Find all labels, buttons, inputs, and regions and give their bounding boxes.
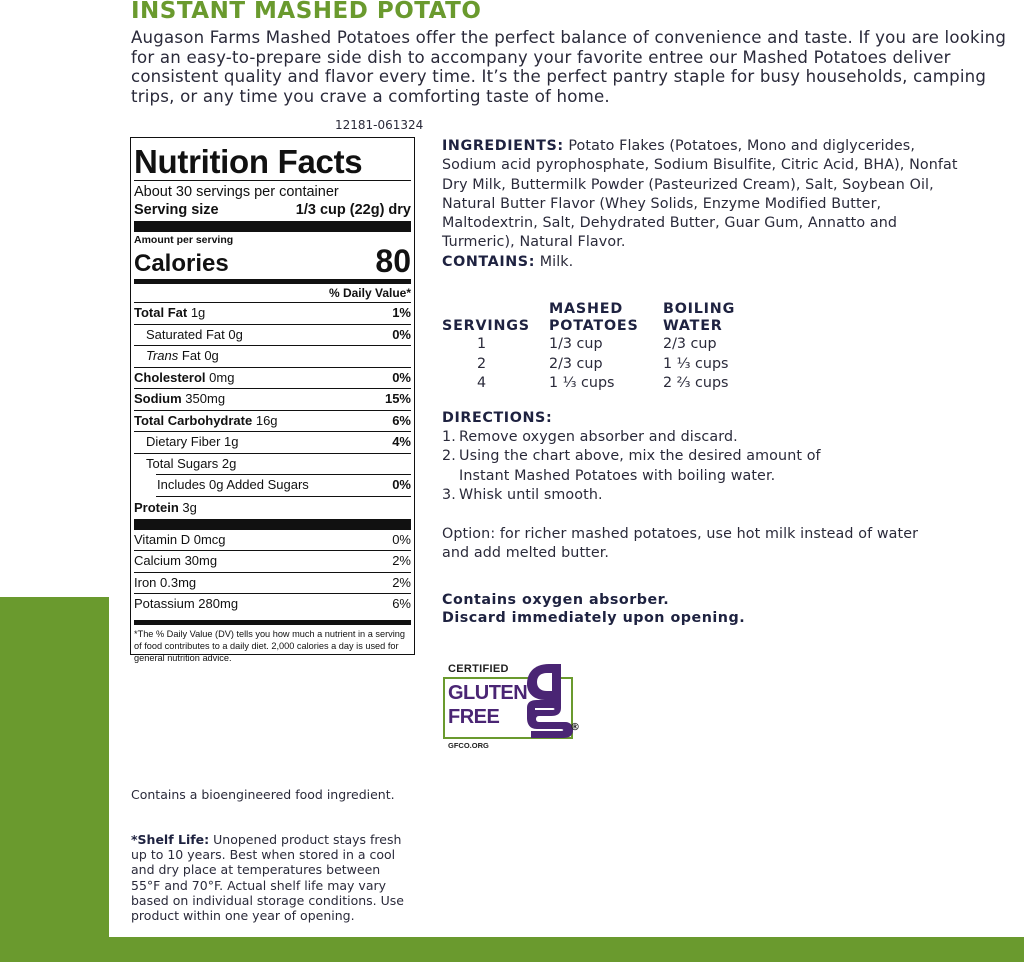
shelf-life-note (131, 832, 411, 923)
table-cell-water: 2/3 cup (663, 336, 717, 352)
ingredients-block (442, 137, 962, 253)
directions-label: DIRECTIONS: (442, 410, 553, 426)
contains-text: Milk. (539, 254, 574, 270)
direction-step (442, 486, 962, 505)
table-cell-potatoes: 2/3 cup (549, 356, 603, 372)
vitamin-row (134, 573, 411, 595)
nutrient-row-added-sugars (156, 474, 411, 497)
shelf-life-text: Unopened product stays fresh up to 10 years. Best when stored in a cool and dry place at temperatures between 55°F and 70°F. Actual shelf life may vary based on individual storage conditions. Use product within one year of opening. (131, 832, 404, 924)
nutrient-label: Includes 0g Added Sugars (157, 477, 309, 492)
shelf-life-label: *Shelf Life: (131, 832, 210, 847)
nutrient-row-trans-fat (134, 346, 411, 368)
nutrient-dv: 6% (392, 412, 411, 428)
ingredients-text: Potato Flakes (Potatoes, Mono and diglycerides, Sodium acid pyrophosphate, Sodium Bisulfite, Citric Acid, BHA), Nonfat Dry Milk, Buttermilk Powder (Pasteurized Cream), Salt, Soybean Oil, Natural Butter Flavor (Whey Solids, Enzyme Modified Butter, Maltodextrin, Salt, Dehydrated Butter, Guar Gum, Annatto and Turmeric), Natural Flavor. (442, 138, 958, 251)
nutrient-amount: 1g (224, 434, 239, 449)
table-header-water-line2: WATER (663, 318, 723, 334)
registered-mark: ® (570, 722, 580, 733)
green-bottom-band (0, 937, 1024, 962)
nutrient-amount: 0g (204, 348, 219, 363)
oxygen-absorber-warning (442, 591, 745, 627)
nutrition-facts-panel (130, 137, 415, 663)
nutrient-amount: 3g (182, 499, 197, 515)
contains-block (442, 253, 573, 272)
badge-free-text: FREE (448, 706, 500, 728)
step-number: 2. (442, 448, 456, 465)
table-header-water-line1: BOILING (663, 301, 736, 317)
nutrient-row-total-carbohydrate (134, 411, 411, 433)
nutrient-label: Total Carbohydrate (134, 412, 253, 428)
step-text: Using the chart above, mix the desired amount of Instant Mashed Potatoes with boiling water. (459, 448, 821, 484)
nutrient-dv: 0% (392, 369, 411, 385)
nutrient-label: Sodium (134, 391, 182, 406)
nutrient-amount: 0mg (209, 369, 235, 385)
step-number: 3. (442, 486, 456, 503)
nutrient-label: Cholesterol (134, 369, 206, 385)
table-cell-water: 2 ²⁄₃ cups (663, 375, 729, 391)
nutrient-label: Protein (134, 499, 179, 515)
table-cell-potatoes: 1 ¹⁄₃ cups (549, 375, 615, 391)
serving-size-label: Serving size (134, 202, 219, 218)
step-text: Whisk until smooth. (459, 486, 603, 503)
serving-size-row (134, 201, 411, 219)
nutrient-amount: 1g (190, 305, 206, 320)
green-side-band (0, 597, 109, 962)
vitamin-dv: 0% (392, 531, 411, 547)
serving-size-value: 1/3 cup (22g) dry (295, 202, 411, 218)
thick-divider (134, 519, 411, 530)
nutrient-row-saturated-fat (134, 325, 411, 347)
servings-per-container: About 30 servings per container (134, 184, 339, 200)
nutrient-row-sodium (134, 389, 411, 411)
oxygen-warning-line1: Contains oxygen absorber. (442, 592, 670, 608)
product-description: Augason Farms Mashed Potatoes offer the perfect balance of convenience and taste. If you are looking for an easy-to-prepare side dish to accompany your favorite entree our Mashed Potatoes deliver consistent quality and flavor every time. It’s the perfect pantry staple for busy households, camping trips, or any time you crave a comforting taste of home. (131, 28, 1007, 106)
vitamin-dv: 6% (392, 596, 411, 611)
table-header-mashed-line2: POTATOES (549, 318, 639, 334)
nutrient-label: Total Sugars (146, 455, 219, 471)
vitamin-label: Iron 0.3mg (134, 574, 197, 590)
contains-label: CONTAINS: (442, 254, 536, 270)
vitamin-label: Potassium 280mg (134, 596, 239, 611)
table-cell-water: 1 ¹⁄₃ cups (663, 356, 729, 372)
vitamin-label: Vitamin D 0mcg (134, 531, 226, 547)
nutrient-dv: 0% (392, 477, 411, 492)
daily-value-footnote: *The % Daily Value (DV) tells you how much a nutrient in a serving of food contributes to a daily diet. 2,000 calories a day is used for general nutrition advice. (134, 620, 411, 664)
badge-org-url: GFCO.ORG (448, 741, 489, 750)
option-note: Option: for richer mashed potatoes, use hot milk instead of water and add melted butter. (442, 526, 919, 562)
nutrient-dv: 1% (392, 305, 411, 320)
divider (134, 180, 411, 181)
nutrient-row-total-sugars (134, 454, 411, 475)
vitamin-dv: 2% (392, 574, 411, 590)
table-header-mashed-line1: MASHED (549, 301, 623, 317)
vitamin-dv: 2% (392, 553, 411, 568)
product-title: INSTANT MASHED POTATO (131, 0, 482, 24)
vitamin-row (134, 551, 411, 573)
table-header-servings: SERVINGS (442, 318, 530, 334)
daily-value-header: % Daily Value* (134, 284, 411, 303)
table-cell-servings: 2 (477, 356, 487, 372)
amount-per-serving: Amount per serving (134, 234, 234, 246)
nutrient-row-cholesterol (134, 368, 411, 390)
ingredients-label: INGREDIENTS: (442, 138, 564, 154)
direction-step (442, 428, 962, 447)
nutrient-label-italic: Trans (146, 348, 179, 363)
direction-step (442, 447, 962, 486)
nutrient-amount: 16g (255, 412, 278, 428)
badge-certified-text: CERTIFIED (448, 663, 509, 675)
nutrient-amount: 350mg (185, 391, 226, 406)
nutrient-row-total-fat (134, 303, 411, 325)
table-cell-potatoes: 1/3 cup (549, 336, 603, 352)
calories-label: Calories (134, 250, 229, 277)
gfco-g-logo-icon (521, 660, 577, 740)
nutrient-dv: 4% (392, 434, 411, 449)
nutrient-label: Dietary Fiber (146, 434, 221, 449)
gluten-free-certification-badge (443, 660, 583, 752)
nutrient-dv: 15% (384, 391, 411, 406)
nutrient-label: Total Fat (134, 305, 188, 320)
calories-row (134, 243, 411, 279)
nutrition-facts-title: Nutrition Facts (134, 143, 363, 180)
vitamin-list (134, 530, 411, 615)
badge-gluten-text: GLUTEN (448, 682, 528, 704)
directions-list (442, 428, 962, 505)
nutrient-amount: 2g (221, 455, 237, 471)
step-number: 1. (442, 429, 456, 445)
step-text: Remove oxygen absorber and discard. (459, 429, 738, 445)
nutrient-label: Saturated Fat (146, 326, 225, 342)
vitamin-label: Calcium 30mg (134, 553, 218, 568)
nutrient-dv: 0% (392, 326, 411, 342)
vitamin-row (134, 594, 411, 615)
nutrient-row-dietary-fiber (134, 432, 411, 454)
nutrient-label: Fat (181, 348, 201, 363)
calories-value: 80 (375, 243, 411, 279)
table-cell-servings: 1 (477, 336, 487, 352)
thick-divider (134, 221, 411, 232)
oxygen-warning-line2: Discard immediately upon opening. (442, 610, 746, 626)
nutrient-row-protein (134, 497, 411, 519)
vitamin-row (134, 530, 411, 552)
nutrient-amount: 0g (228, 326, 243, 342)
product-code: 12181-061324 (335, 118, 424, 132)
bioengineered-disclosure: Contains a bioengineered food ingredient. (131, 787, 395, 802)
table-cell-servings: 4 (477, 375, 487, 391)
